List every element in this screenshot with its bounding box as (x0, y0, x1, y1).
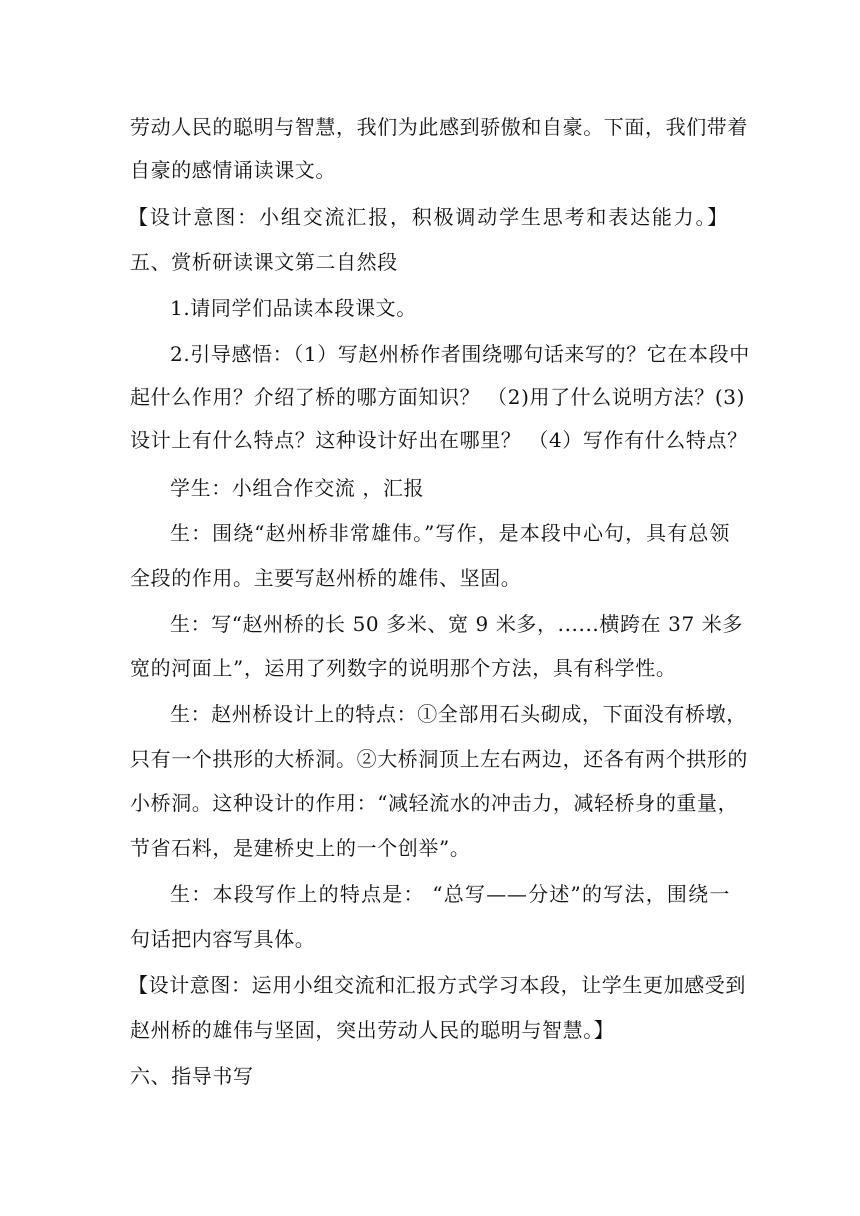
text-line: 小桥洞。这种设计的作用：“减轻流水的冲击力，减轻桥身的重量， (130, 791, 739, 815)
text-line: 劳动人民的聪明与智慧，我们为此感到骄傲和自豪。下面，我们带着 (130, 115, 748, 139)
text-line: 1.请同学们品读本段课文。 (170, 296, 417, 320)
text-line: 起什么作用？介绍了桥的哪方面知识？ （2)用了什么说明方法？(3) (130, 385, 746, 409)
text-line: 设计上有什么特点？这种设计好出在哪里？ （4）写作有什么特点？ (130, 428, 748, 452)
text-line: 全段的作用。主要写赵州桥的雄伟、坚固。 (130, 566, 522, 590)
text-line: 生：本段写作上的特点是： “总写——分述”的写法，围绕一 (170, 882, 730, 906)
text-line: 自豪的感情诵读课文。 (130, 158, 336, 182)
text-line: 生：赵州桥设计上的特点：①全部用石头砌成，下面没有桥墩， (170, 702, 747, 726)
section-heading: 六、指导书写 (130, 1064, 254, 1088)
text-line: 宽的河面上”，运用了列数字的说明那个方法，具有科学性。 (130, 656, 677, 680)
text-line: 节省石料，是建桥史上的一个创举”。 (130, 836, 471, 860)
text-line: 生：写“赵州桥的长 50 多米、宽 9 米多，......横跨在 37 米多 (170, 612, 743, 636)
text-line: 2.引导感悟：（1）写赵州桥作者围绕哪句话来写的？它在本段中 (170, 342, 750, 366)
text-line: 只有一个拱形的大桥洞。②大桥洞顶上左右两边，还各有两个拱形的 (130, 747, 748, 771)
text-line: 学生：小组合作交流 ，汇报 (170, 476, 425, 500)
design-intent-note: 【设计意图：小组交流汇报，积极调动学生思考和表达能力。】 (128, 205, 728, 229)
section-heading: 五、赏析研读课文第二自然段 (130, 250, 398, 274)
text-line: 句话把内容写具体。 (130, 927, 316, 951)
design-intent-note: 赵州桥的雄伟与坚固，突出劳动人民的聪明与智慧。】 (130, 1018, 615, 1042)
text-line: 生：围绕“赵州桥非常雄伟。”写作，是本段中心句，具有总领 (170, 521, 730, 545)
design-intent-note: 【设计意图：运用小组交流和汇报方式学习本段，让学生更加感受到 (128, 973, 746, 997)
